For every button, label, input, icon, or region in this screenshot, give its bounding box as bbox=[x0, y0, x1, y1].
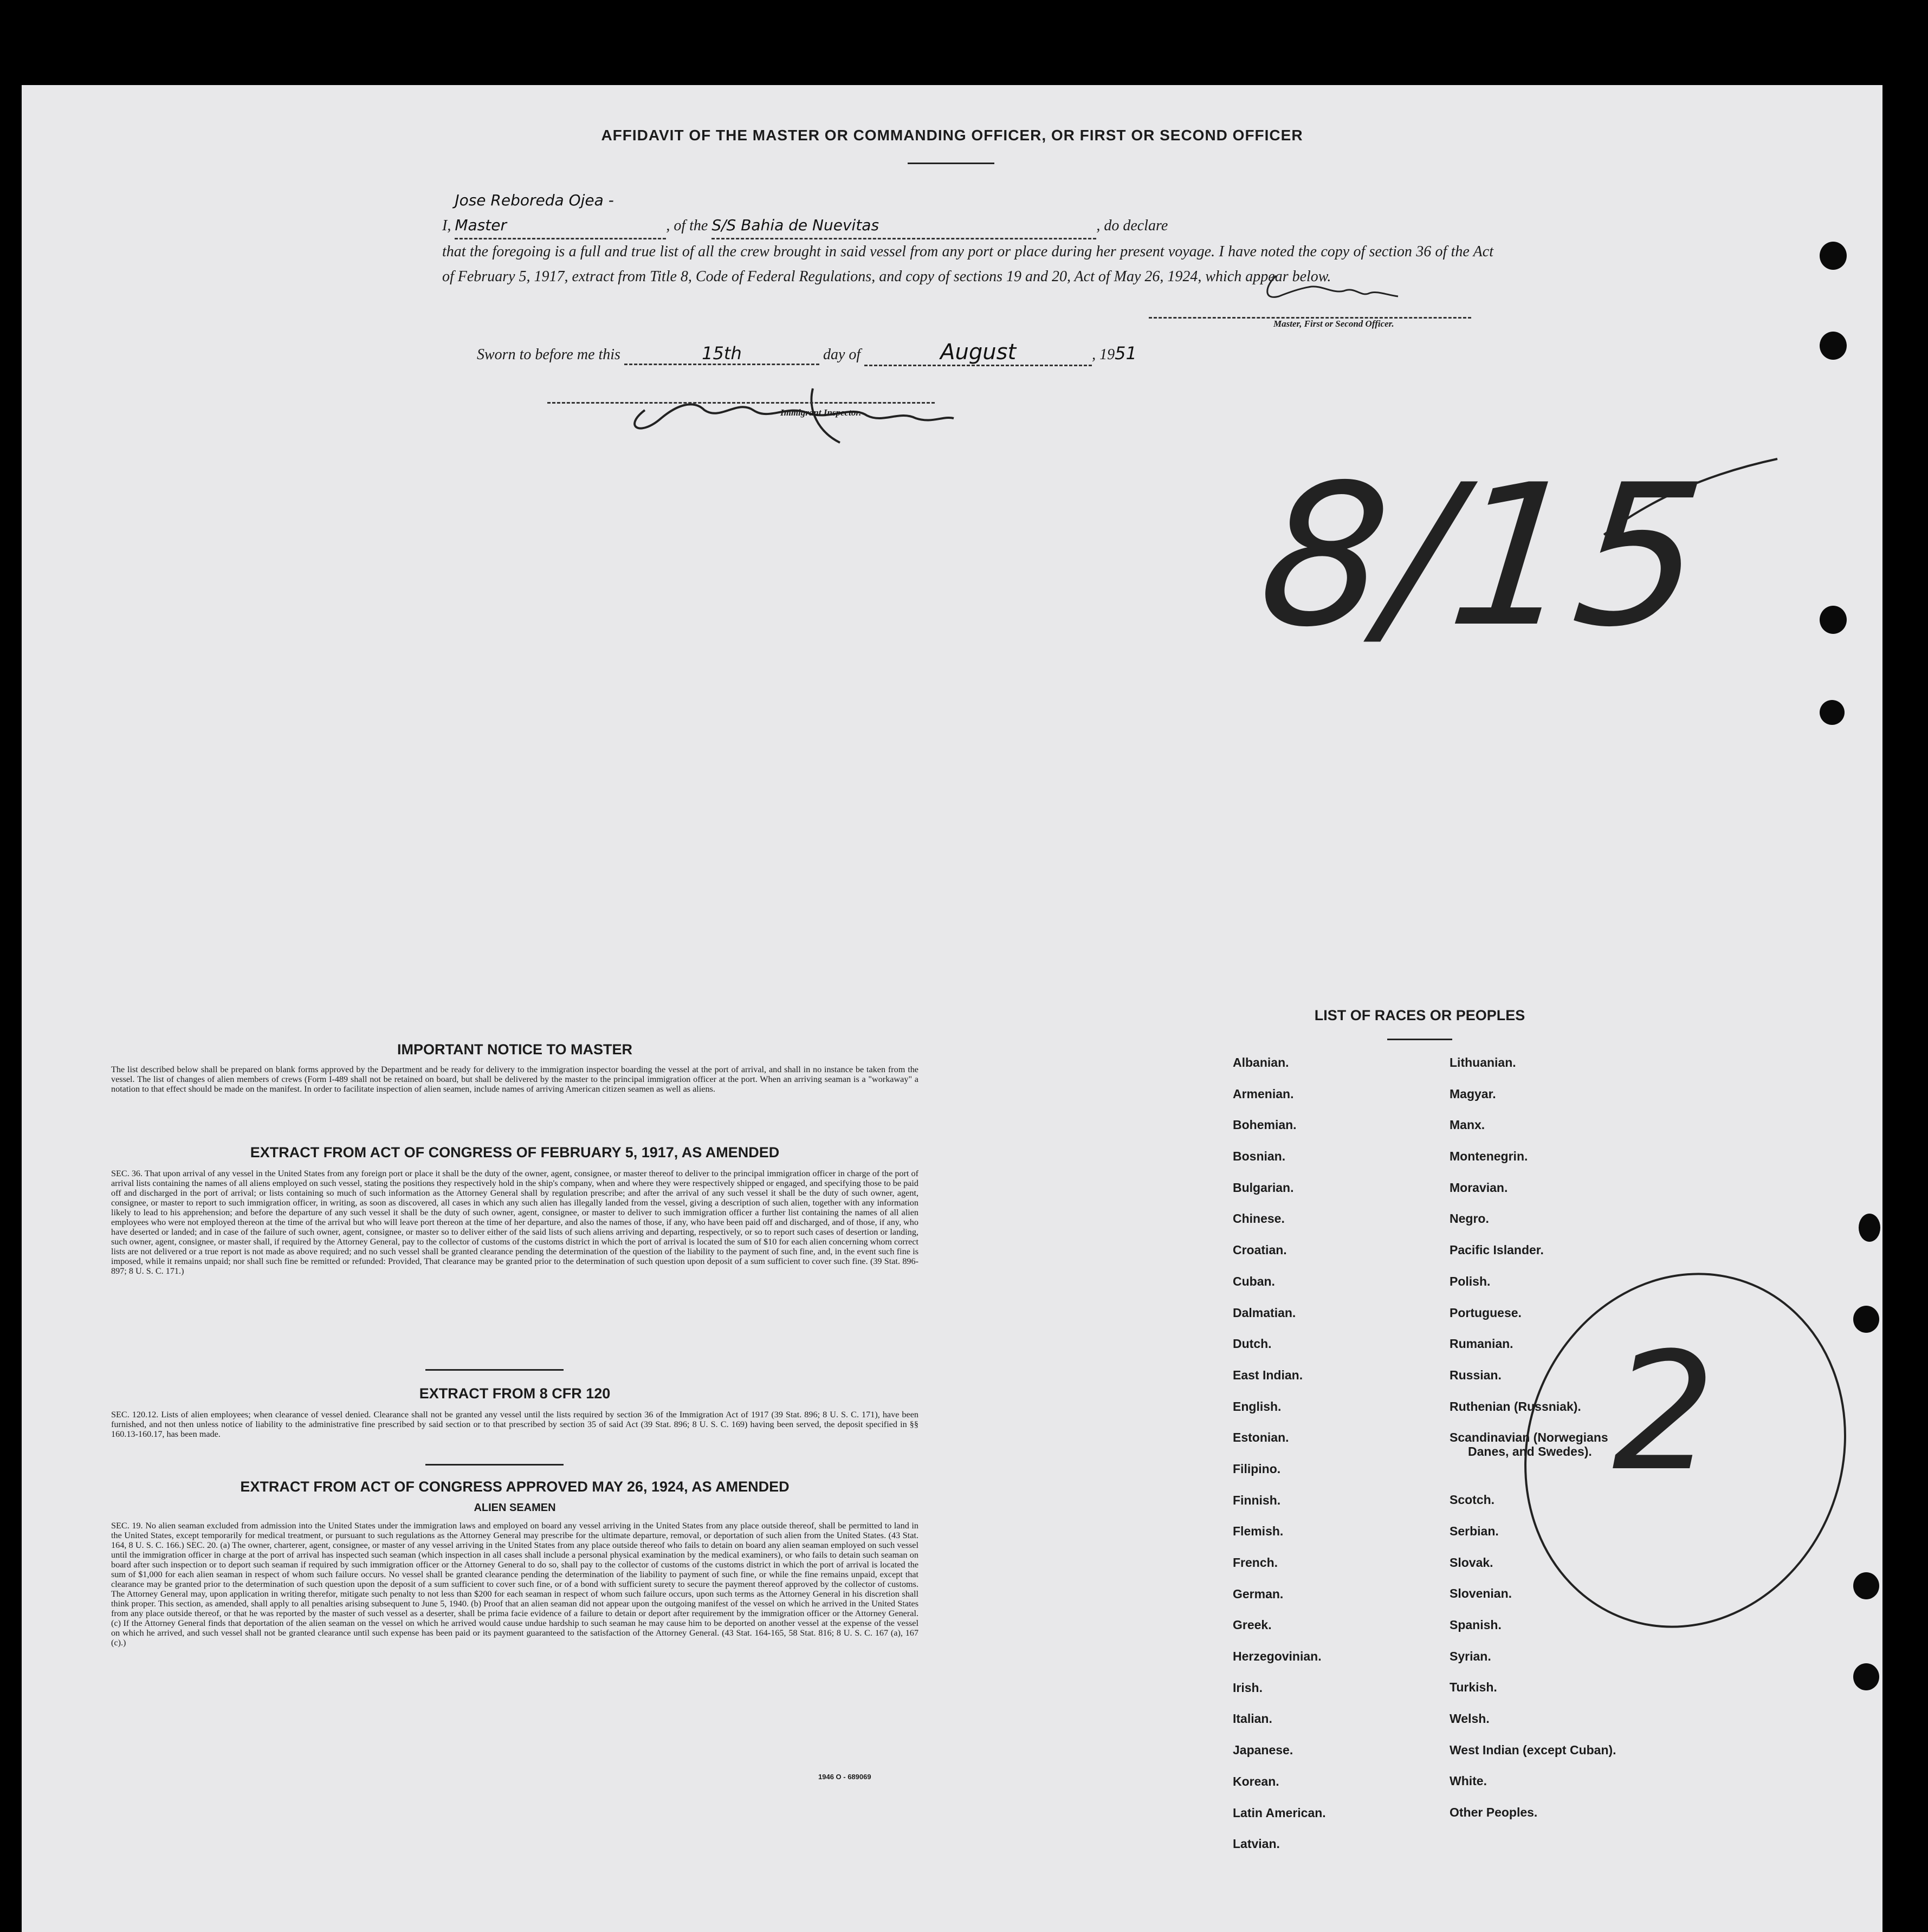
binder-hole bbox=[1853, 1572, 1879, 1599]
sworn-year-handwritten: 51 bbox=[1115, 343, 1137, 364]
races-right-column bbox=[1450, 1055, 1775, 1837]
declaration-body: that the foregoing is a full and true list of all the crew brought in said vessel from any port or place during her present voyage. I have noted the copy of section 36 of the Act of February 5, 1917, extract from Title 8, Code of Federal Regulations, and copy of sections 19 and 20, Act of May 26, 1924, which appear below. bbox=[442, 243, 1493, 285]
binder-hole bbox=[1820, 332, 1847, 360]
sworn-day-handwritten: 15th bbox=[624, 343, 819, 365]
extract-1924-title: EXTRACT FROM ACT OF CONGRESS APPROVED MAY 26, 1924, AS AMENDED bbox=[240, 1479, 790, 1495]
race-item: Italian. bbox=[1233, 1711, 1272, 1726]
binder-hole bbox=[1859, 1214, 1880, 1242]
race-item: German. bbox=[1233, 1586, 1284, 1601]
race-item: Dutch. bbox=[1233, 1337, 1272, 1351]
document-page bbox=[22, 85, 1882, 1932]
races-title: LIST OF RACES OR PEOPLES bbox=[1314, 1007, 1525, 1023]
race-item: Rumanian. bbox=[1450, 1337, 1513, 1351]
race-item: Bohemian. bbox=[1233, 1118, 1297, 1132]
race-item: French. bbox=[1233, 1555, 1278, 1570]
race-item: Other Peoples. bbox=[1450, 1805, 1538, 1820]
race-item: Latvian. bbox=[1233, 1837, 1280, 1851]
sworn-prefix: Sworn to before me this bbox=[477, 346, 620, 363]
race-item: Montenegrin. bbox=[1450, 1149, 1528, 1164]
race-item: Turkish. bbox=[1450, 1680, 1497, 1695]
binder-hole bbox=[1853, 1306, 1879, 1333]
circled-number: 2 bbox=[1612, 1318, 1716, 1507]
handwritten-date-annotation: 8/15 bbox=[1251, 443, 1713, 670]
day-of-text: day of bbox=[823, 346, 861, 363]
extract-1924-body: SEC. 19. No alien seaman excluded from admission into the United States under the immigration laws and employed on board any vessel arriving in the United States from any place outside thereof, shall be permitted to land in the United States, except temporarily for medical treatment, or pursuant to such regulations as the Attorney General may prescribe for the ultimate departure, removal, or deportation of such alien from the United States. (43 Stat. 164, 8 U. S. C. 166.) SEC. 20. (a) The owner, charterer, agent, consignee, or master of any vessel arriving in the United States from any place outside thereof who fails to detain on board any alien seaman employed on such vessel until the immigration officer in charge at the port of arrival has inspected such seaman (which inspection in all cases shall include a personal physical examination by the medical examiners), or who fails to detain such seaman on board after such inspection or to deport such seaman if required by such immigration officer or the Attorney General to do so, shall pay to the collector of customs of the customs district in which the port of arrival is located the sum of $1,000 for each alien seaman in respect of whom such failure occurs. No vessel shall be granted clearance pending the determination of the liability to payment of such fine, or while the fine remains unpaid, except that clearance may be granted prior to the determination of such question upon the deposit of a sum sufficient to cover such fine, or of a bond with sufficient surety to secure the payment thereof approved by the collector of customs. The Attorney General may, upon application in writing therefor, mitigate such penalty to not less than $200 for each seaman in respect of whom such failure occurs, upon such terms as the Attorney General in his discretion shall think proper. This section, as amended, shall apply to all penalties arising subsequent to June 5, 1940. (b) Proof that an alien seaman did not appear upon the outgoing manifest of the vessel on which he arrived in the United States from any place outside thereof, or that he was reported by the master of such vessel as a deserter, shall be prima facie evidence of a failure to detain or deport after requirement by the immigration officer or the Attorney General. (c) If the Attorney General finds that deportation of the alien seaman on the vessel on which he arrived would cause undue hardship to such seaman he may cause him to be deported on another vessel at the expense of the vessel on which he arrived, and such vessel shall not be granted clearance until such expense has been paid or its payment guaranteed to the satisfaction of the Attorney General. (43 Stat. 164-165, 58 Stat. 816; 8 U. S. C. 167 (a), 167 (c).) bbox=[111, 1521, 918, 1648]
race-item: Filipino. bbox=[1233, 1461, 1281, 1476]
extract-1917-body: SEC. 36. That upon arrival of any vessel in the United States from any foreign port or place it shall be the duty of the owner, agent, consignee, or master thereof to deliver to the principal immigration officer in charge of the port of arrival lists containing the names of all aliens employed on such vessel, stating the positions they respectively hold in the ship's company, when and where they were respectively shipped or engaged, and specifying those to be paid off and discharged in the port of arrival; or lists containing so much of such information as the Attorney General shall by regulation prescribe; and after the arrival of any such vessel it shall be the duty of such owner, agent, consignee, or master to report to such immigration officer, in writing, as soon as discovered, all cases in which any such alien has illegally landed from the vessel, giving a description of such alien, together with any information likely to lead to his apprehension; and before the departure of any such vessel it shall be the duty of such owner, agent, consignee, or master to deliver to such immigration officer a further list containing the names of all alien employees who were not employed thereon at the time of the arrival but who will leave port thereon at the time of her departure, and also the names of those, if any, who have been paid off and discharged, and of those, if any, who have deserted or landed; and in case of the failure of such owner, agent, consignee, or master so to deliver either of the said lists of such aliens arriving and departing, respectively, or so to report such cases of desertion or landing, such owner, agent, consignee, or master shall, if required by the Attorney General, pay to the collector of customs of the customs district in which the port of arrival is located the sum of $10 for each alien concerning whom correct lists are not delivered or a true report is not made as above required; and no such vessel shall be granted clearance pending the determination of the question of the liability to the payment of such fine, and, in the event such fine is imposed, while it remains unpaid; nor shall such fine be remitted or refunded: Provided, That clearance may be granted prior to the determination of such question upon deposit of a sum sufficient to cover such fine. (39 Stat. 896-897; 8 U. S. C. 171.) bbox=[111, 1169, 918, 1276]
race-item: Estonian. bbox=[1233, 1430, 1289, 1445]
races-divider bbox=[1387, 1039, 1452, 1040]
extract-1924-subtitle: ALIEN SEAMEN bbox=[474, 1502, 556, 1514]
race-item: Negro. bbox=[1450, 1211, 1489, 1226]
race-item: Portuguese. bbox=[1450, 1305, 1522, 1320]
do-declare-text: , do declare bbox=[1096, 217, 1168, 234]
race-item: Syrian. bbox=[1450, 1649, 1491, 1663]
year-prefix: , 19 bbox=[1092, 346, 1115, 363]
binder-hole bbox=[1820, 242, 1847, 270]
notice-body: The list described below shall be prepared on blank forms approved by the Department and be ready for delivery to the immigration inspector boarding the vessel at the port of arrival, and shall in no instance be taken from the vessel. The list of changes of alien members of crews (Form I-489 shall not be retained on board, but shall be delivered by the master to the principal immigration officer at the port. When an arriving seaman is a "workaway" a notation to that effect should be made on the manifest. In order to facilitate inspection of alien seamen, include names of arriving American citizen seamen as well as aliens. bbox=[111, 1065, 918, 1094]
race-item: Spanish. bbox=[1450, 1618, 1502, 1632]
race-item: Serbian. bbox=[1450, 1523, 1499, 1538]
race-item: Moravian. bbox=[1450, 1180, 1508, 1195]
extract-1917-title: EXTRACT FROM ACT OF CONGRESS OF FEBRUARY 5, 1917, AS AMENDED bbox=[250, 1144, 780, 1161]
race-item: Flemish. bbox=[1233, 1524, 1284, 1539]
inspector-signature-line bbox=[547, 402, 935, 404]
race-item: Latin American. bbox=[1233, 1805, 1326, 1820]
affidavit-title: AFFIDAVIT OF THE MASTER OR COMMANDING OFFICER, OR FIRST OR SECOND OFFICER bbox=[601, 127, 1303, 144]
inspector-signature-label: Immigrant Inspector. bbox=[780, 407, 862, 418]
race-item: West Indian (except Cuban). bbox=[1450, 1742, 1616, 1757]
race-item: White. bbox=[1450, 1774, 1487, 1788]
handwritten-stroke bbox=[1593, 453, 1788, 540]
race-item: Irish. bbox=[1233, 1680, 1263, 1695]
of-the-text: , of the bbox=[666, 217, 708, 234]
race-item: Finnish. bbox=[1233, 1493, 1281, 1507]
divider-1 bbox=[425, 1369, 564, 1371]
races-left-column bbox=[1233, 1055, 1439, 1868]
title-divider bbox=[908, 163, 994, 164]
race-item: Slovenian. bbox=[1450, 1586, 1512, 1601]
notice-title: IMPORTANT NOTICE TO MASTER bbox=[397, 1041, 632, 1058]
race-item: Greek. bbox=[1233, 1618, 1272, 1632]
race-item: Bosnian. bbox=[1233, 1149, 1286, 1164]
race-item: Magyar. bbox=[1450, 1086, 1496, 1101]
race-item: Manx. bbox=[1450, 1118, 1485, 1132]
printer-mark: 1946 O - 689069 bbox=[818, 1773, 871, 1781]
divider-2 bbox=[425, 1464, 564, 1466]
declaration-prefix: I, bbox=[442, 217, 451, 234]
vessel-name-handwritten: S/S Bahia de Nuevitas bbox=[711, 213, 1096, 239]
race-item: Chinese. bbox=[1233, 1211, 1285, 1226]
extract-8cfr-body: SEC. 120.12. Lists of alien employees; when clearance of vessel denied. Clearance shall not be granted any vessel until the lists required by section 36 of the Immigration Act of 1917 (39 Stat. 896; 8 U. S. C. 171), have been furnished, and not then unless notice of liability to the administrative fine prescribed by said section or to that prescribed by section 35 of said Act (39 Stat. 896; 8 U. S. C. 169) having been served, the deposit specified in §§ 160.13-160.17, has been made. bbox=[111, 1410, 918, 1439]
race-item: Polish. bbox=[1450, 1274, 1491, 1288]
race-item: Welsh. bbox=[1450, 1711, 1490, 1726]
race-item: Lithuanian. bbox=[1450, 1055, 1516, 1069]
master-signature-label: Master, First or Second Officer. bbox=[1273, 319, 1394, 329]
race-item: Albanian. bbox=[1233, 1055, 1289, 1069]
race-item: Ruthenian (Russniak). bbox=[1450, 1399, 1581, 1414]
master-signature bbox=[1149, 269, 1474, 307]
binder-hole bbox=[1820, 606, 1847, 634]
race-item: Slovak. bbox=[1450, 1555, 1493, 1570]
race-item: Pacific Islander. bbox=[1450, 1243, 1544, 1257]
race-item: Armenian. bbox=[1233, 1086, 1294, 1101]
race-item: Bulgarian. bbox=[1233, 1180, 1294, 1195]
binder-hole bbox=[1820, 700, 1845, 725]
sworn-month-handwritten: August bbox=[864, 340, 1092, 366]
race-item: Russian. bbox=[1450, 1367, 1502, 1382]
race-item: Scotch. bbox=[1450, 1493, 1495, 1507]
race-item: Cuban. bbox=[1233, 1274, 1275, 1288]
race-item: Croatian. bbox=[1233, 1243, 1287, 1257]
race-item: Herzegovinian. bbox=[1233, 1649, 1322, 1664]
race-item: Dalmatian. bbox=[1233, 1305, 1296, 1320]
race-item: Danes, and Swedes). bbox=[1468, 1444, 1592, 1459]
sworn-line bbox=[477, 340, 1290, 366]
race-item: East Indian. bbox=[1233, 1367, 1303, 1382]
race-item: Scandinavian (Norwegians bbox=[1450, 1430, 1608, 1445]
extract-8cfr-title: EXTRACT FROM 8 CFR 120 bbox=[419, 1385, 611, 1402]
race-item: English. bbox=[1233, 1399, 1282, 1414]
binder-hole bbox=[1853, 1663, 1879, 1690]
master-name-handwritten: Jose Reboreda Ojea - Master bbox=[455, 188, 666, 239]
master-signature-scribble bbox=[1149, 269, 1474, 313]
race-item: Japanese. bbox=[1233, 1743, 1293, 1758]
race-item: Korean. bbox=[1233, 1774, 1279, 1788]
